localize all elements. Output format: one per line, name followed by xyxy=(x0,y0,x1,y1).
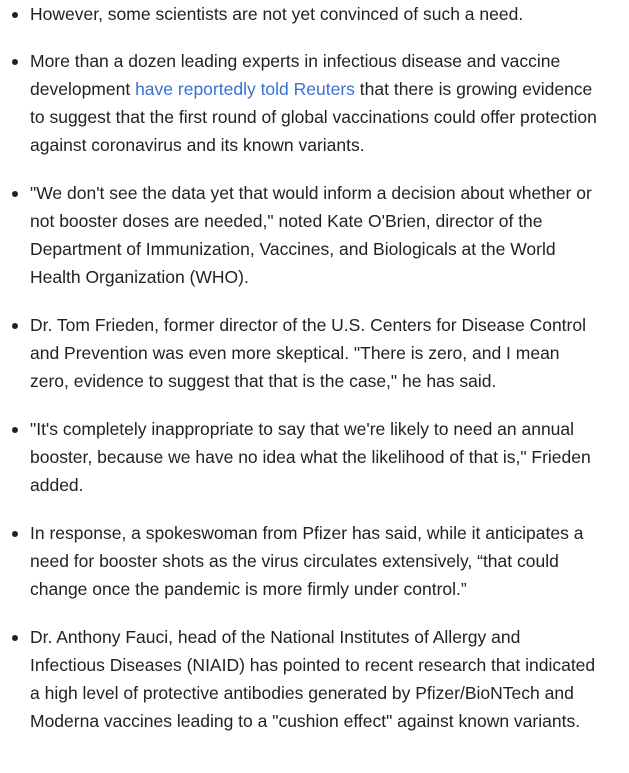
list-item xyxy=(0,311,600,395)
bullet-text: Dr. Tom Frieden, former director of the U.S. Centers for Disease Control and Prevention was even more skeptical. "There is zero, and I mean zero, evidence to suggest that that is the case," he has said. xyxy=(30,315,586,391)
bullet-text: In response, a spokeswoman from Pfizer has said, while it anticipates a need for booster shots as the virus circulates extensively, “that could change once the pandemic is more firmly under control.” xyxy=(30,523,584,599)
bullet-icon xyxy=(12,12,18,18)
bullet-text-part: More than a dozen leading experts in infectious disease and vaccine development xyxy=(30,51,561,99)
bullet-text: "We don't see the data yet that would inform a decision about whether or not booster doses are needed," noted Kate O'Brien, director of the Department of Immunization, Vaccines, and Biologicals at the World Health Organization (WHO). xyxy=(30,183,592,287)
bullet-text-part: that there is growing evidence to suggest that the first round of global vaccinations could offer protection against coronavirus and its known variants. xyxy=(30,79,597,155)
bullet-icon xyxy=(12,323,18,329)
bullet-icon xyxy=(12,635,18,641)
list-item xyxy=(0,0,600,28)
list-item xyxy=(0,623,600,735)
bullet-icon xyxy=(12,427,18,433)
list-item xyxy=(0,415,600,499)
bullet-icon xyxy=(12,191,18,197)
list-item xyxy=(0,47,600,159)
list-item xyxy=(0,179,600,291)
bullet-icon xyxy=(12,59,18,65)
bullet-text: Dr. Anthony Fauci, head of the National Institutes of Allergy and Infectious Diseases (NIAID) has pointed to recent research that indicated a high level of protective antibodies generated by Pfizer/BioNTech and Moderna vaccines leading to a "cushion effect" against known variants. xyxy=(30,627,596,731)
bullet-icon xyxy=(12,531,18,537)
list-item xyxy=(0,519,600,603)
bullet-text xyxy=(30,47,600,159)
bullet-text: However, some scientists are not yet convinced of such a need. xyxy=(30,4,524,24)
reuters-link[interactable]: have reportedly told Reuters xyxy=(135,79,355,99)
bullet-text: "It's completely inappropriate to say that we're likely to need an annual booster, because we have no idea what the likelihood of that is," Frieden added. xyxy=(30,419,591,495)
